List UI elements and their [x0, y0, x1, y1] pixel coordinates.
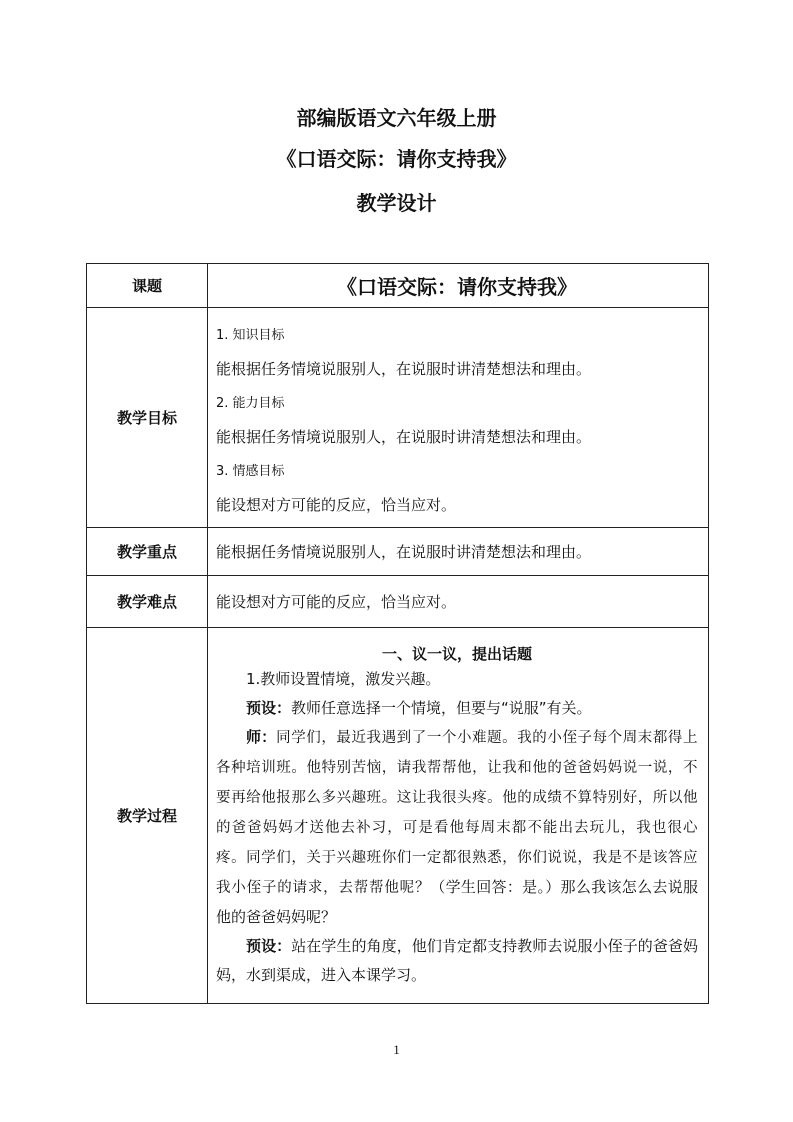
section-title: 一、议一议，提出话题 — [381, 645, 532, 663]
topic-value: 《口语交际：请你支持我》 — [208, 264, 709, 308]
preset-text: 站在学生的角度，他们肯定都支持教师去说服小侄子的爸爸妈妈，水到渠成，进入本课学习。 — [216, 937, 698, 984]
table-row-topic — [87, 264, 709, 308]
table-row-process — [87, 628, 709, 1004]
preset-label: 预设： — [246, 937, 292, 955]
teacher-paragraph — [216, 723, 698, 932]
goal-heading-knowledge: 1. 知识目标 — [216, 327, 285, 343]
document-title: 部编版语文六年级上册 — [296, 106, 497, 130]
document-subtitle: 教学设计 — [356, 191, 437, 215]
process-content — [208, 628, 709, 1004]
key-point-label: 教学重点 — [87, 528, 208, 576]
teacher-label: 师： — [246, 728, 277, 746]
goal-heading-emotion: 3. 情感目标 — [216, 463, 285, 479]
key-point-value: 能根据任务情境说服别人，在说服时讲清楚想法和理由。 — [208, 528, 709, 576]
goals-content — [208, 308, 709, 528]
table-row-difficulty — [87, 576, 709, 628]
process-label: 教学过程 — [87, 628, 208, 1004]
preset-label: 预设： — [246, 699, 292, 717]
teacher-speech: 同学们，最近我遇到了一个小难题。我的小侄子每个周末都得上各种培训班。他特别苦恼，请我帮帮他，让我和他的爸爸妈妈说一说，不要再给他报那么多兴趣班。这让我很头疼。他的成绩不算特别好，所以他的爸爸妈妈才送他去补习，可是看他每周末都不能出去玩儿，我也很心疼。同学们，关于兴趣班你们一定都很熟悉，你们说说，我是不是该答应我小侄子的请求，去帮帮他呢？ — [216, 730, 698, 896]
goals-label: 教学目标 — [87, 308, 208, 528]
page-number: 1 — [393, 1042, 400, 1057]
lesson-plan-table — [86, 263, 709, 1004]
goal-text-emotion: 能设想对方可能的反应，恰当应对。 — [216, 495, 457, 514]
step-text: 1.教师设置情境，激发兴趣。 — [246, 670, 441, 688]
teacher-speech-tail: （学生回答：是。）那么我该怎么去说服他的爸爸妈妈呢？ — [216, 878, 699, 926]
preset-paragraph-2 — [216, 932, 698, 990]
table-row-goals — [87, 308, 709, 528]
goal-text-ability: 能根据任务情境说服别人，在说服时讲清楚想法和理由。 — [216, 427, 592, 446]
difficulty-value: 能设想对方可能的反应，恰当应对。 — [208, 576, 709, 628]
goal-text-knowledge: 能根据任务情境说服别人，在说服时讲清楚想法和理由。 — [216, 359, 592, 378]
lesson-title: 《口语交际：请你支持我》 — [276, 147, 517, 171]
difficulty-label: 教学难点 — [87, 576, 208, 628]
preset-text: 教师任意选择一个情境，但要与“说服”有关。 — [291, 699, 592, 717]
preset-paragraph-1 — [216, 694, 698, 723]
goal-heading-ability: 2. 能力目标 — [216, 395, 285, 411]
topic-label: 课题 — [87, 264, 208, 308]
table-row-key-point — [87, 528, 709, 576]
